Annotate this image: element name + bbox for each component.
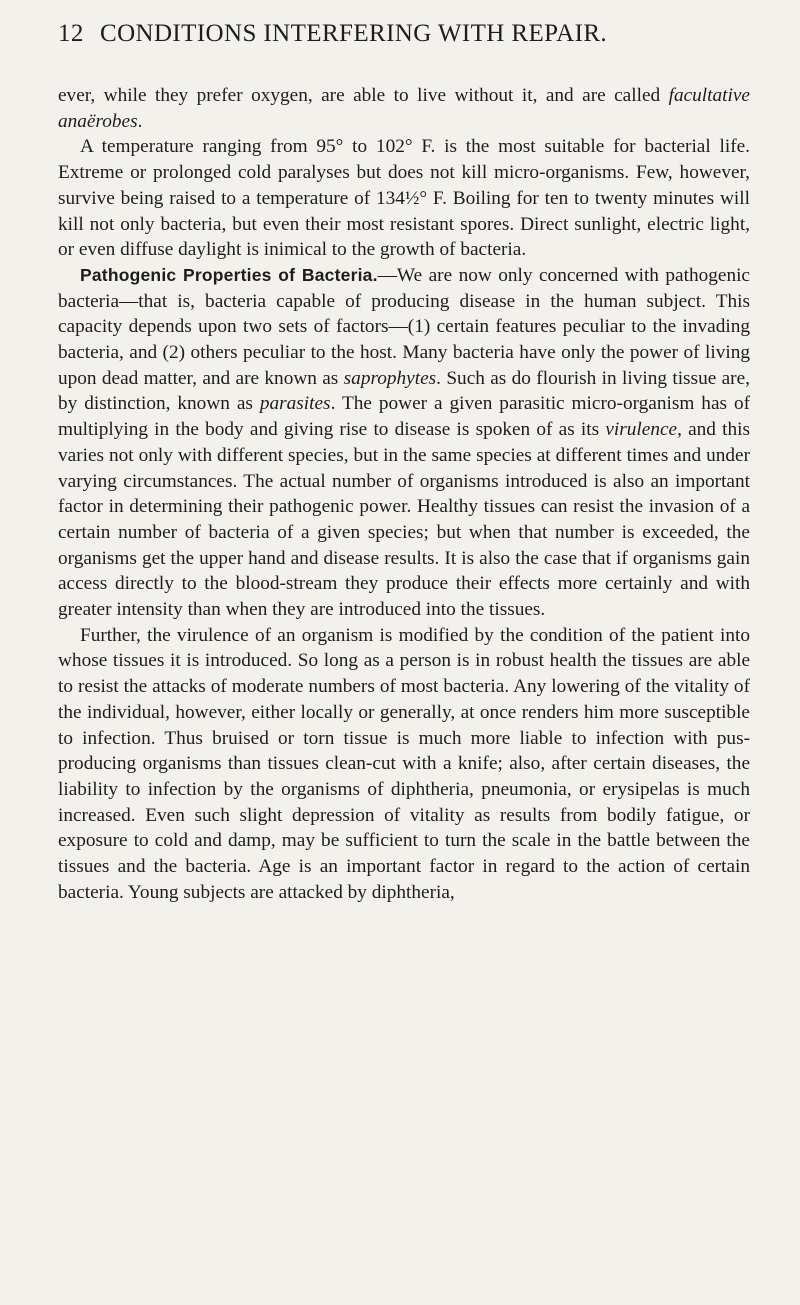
section-heading: Pathogenic Properties of Bacteria.: [80, 264, 378, 285]
paragraph-3-text-3: . The power a given parasitic micro-organism has of multiplying in the body and giving rise to disease is spoken of as its: [58, 393, 751, 441]
paragraph-3-text-4: , and this varies not only with different species, but in the same species at different times and under varying circumstances. The actual number of organisms introduced is also an important factor in determining their pathogenic power. Healthy tissues can resist the invasion of a certain number of bacteria of a given species; but when that number is exceeded, the organisms get the upper hand and disease results. It is also the case that if organisms gain access directly to the blood-stream they produce their effects more certainly and with greater intensity than when they are introduced into the tissues.: [58, 419, 750, 621]
term-saprophytes: saprophytes: [343, 367, 437, 389]
paragraph-1: [58, 83, 750, 134]
body-text: [58, 83, 750, 906]
paragraph-3: [58, 263, 750, 623]
page-number: 12: [58, 20, 84, 47]
paragraph-3-text-1: —We are now only concerned with pathogenic bacteria—that is, bacteria capable of producing disease in the human subject. This capacity depends upon two sets of factors—(1) certain features peculiar to the invading bacteria, and (2) others peculiar to the host. Many bacteria have only the power of living upon dead matter, and are known as: [58, 264, 750, 389]
paragraph-2: A temperature ranging from 95° to 102° F. is the most suitable for bacterial life. Extreme or prolonged cold paralyses but does not kill micro-organisms. Few, however, survive being raised to a temperature of 134½° F. Boiling for ten to twenty minutes will kill not only bacteria, but even their most resistant spores. Direct sunlight, electric light, or even diffuse daylight is inimical to the growth of bacteria.: [58, 136, 750, 261]
paragraph-4: Further, the virulence of an organism is modified by the condition of the patient into whose tissues it is introduced. So long as a person is in robust health the tissues are able to resist the attacks of moderate numbers of most bacteria. Any lowering of the vitality of the individual, however, either locally or generally, at once renders him more susceptible to infection. Thus bruised or torn tissue is much more liable to infection with pus-producing organisms than tissues clean-cut with a knife; also, after certain diseases, the liability to infection by the organisms of diphtheria, pneumonia, or erysipelas is much increased. Even such slight depression of vitality as results from bodily fatigue, or exposure to cold and damp, may be sufficient to turn the scale in the battle between the tissues and the bacteria. Age is an important factor in regard to the action of certain bacteria. Young subjects are attacked by diphtheria,: [58, 624, 750, 903]
paragraph-3-text-2: . Such as do flourish in living tissue are, by distinction, known as: [58, 367, 750, 415]
page-header: [58, 20, 750, 54]
running-title: CONDITIONS INTERFERING WITH REPAIR.: [100, 20, 608, 47]
paragraph-1-text: ever, while they prefer oxygen, are able to live without it, and are called: [58, 85, 669, 106]
paragraph-1-end: .: [137, 110, 143, 132]
term-parasites: parasites: [259, 393, 331, 415]
term-facultative-anaerobes: facultative anaërobes: [58, 85, 750, 132]
term-virulence: virulence: [605, 419, 678, 441]
